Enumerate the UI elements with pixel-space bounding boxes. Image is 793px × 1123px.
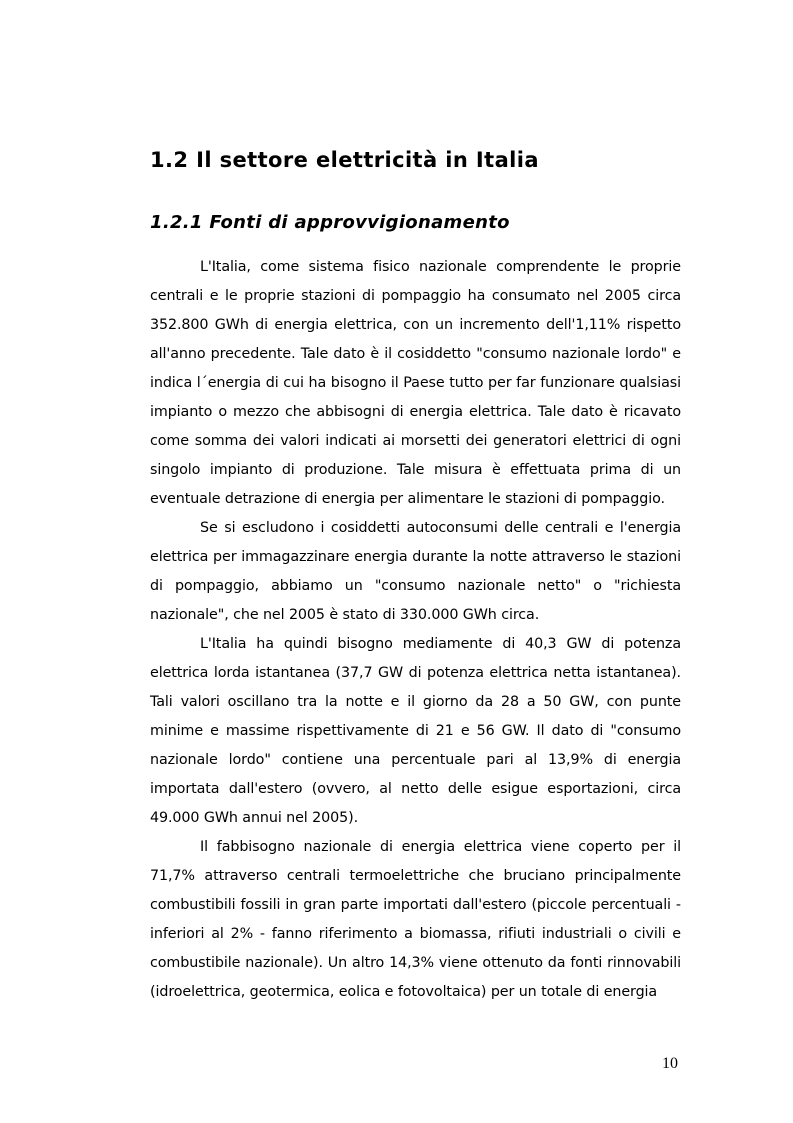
paragraph: L'Italia, come sistema fisico nazionale comprendente le proprie centrali e le proprie stazioni di pompaggio ha consumato nel 2005 circa 352.800 GWh di energia elettrica, con un incremento dell'1,11% rispetto all'anno precedente. Tale dato è il cosiddetto "consumo nazionale lordo" e indica l´energia di cui ha bisogno il Paese tutto per far funzionare qualsiasi impianto o mezzo che abbisogni di energia elettrica. Tale dato è ricavato come somma dei valori indicati ai morsetti dei generatori elettrici di ogni singolo impianto di produzione. Tale misura è effettuata prima di un eventuale detrazione di energia per alimentare le stazioni di pompaggio. (150, 259, 681, 507)
paragraph: Se si escludono i cosiddetti autoconsumi delle centrali e l'energia elettrica per immagazzinare energia durante la notte attraverso le stazioni di pompaggio, abbiamo un "consumo nazionale netto" o "richiesta nazionale", che nel 2005 è stato di 330.000 GWh circa. (150, 520, 681, 623)
paragraph: L'Italia ha quindi bisogno mediamente di 40,3 GW di potenza elettrica lorda istantanea (37,7 GW di potenza elettrica netta istantanea). Tali valori oscillano tra la notte e il giorno da 28 a 50 GW, con punte minime e massime rispettivamente di 21 e 56 GW. Il dato di "consumo nazionale lordo" contiene una percentuale pari al 13,9% di energia importata dall'estero (ovvero, al netto delle esigue esportazioni, circa 49.000 GWh annui nel 2005). (150, 636, 681, 826)
subsection-title: 1.2.1 Fonti di approvvigionamento (150, 212, 510, 233)
section-title: 1.2 Il settore elettricità in Italia (150, 148, 539, 172)
paragraph: Il fabbisogno nazionale di energia elettrica viene coperto per il 71,7% attraverso centrali termoelettriche che bruciano principalmente combustibili fossili in gran parte importati dall'estero (piccole percentuali - inferiori al 2% - fanno riferimento a biomassa, rifiuti industriali o civili e combustibile nazionale). Un altro 14,3% viene ottenuto da fonti rinnovabili (idroelettrica, geotermica, eolica e fotovoltaica) per un totale di energia (150, 839, 681, 1000)
page-number: 10 (662, 1055, 678, 1072)
body-text (150, 253, 681, 1007)
